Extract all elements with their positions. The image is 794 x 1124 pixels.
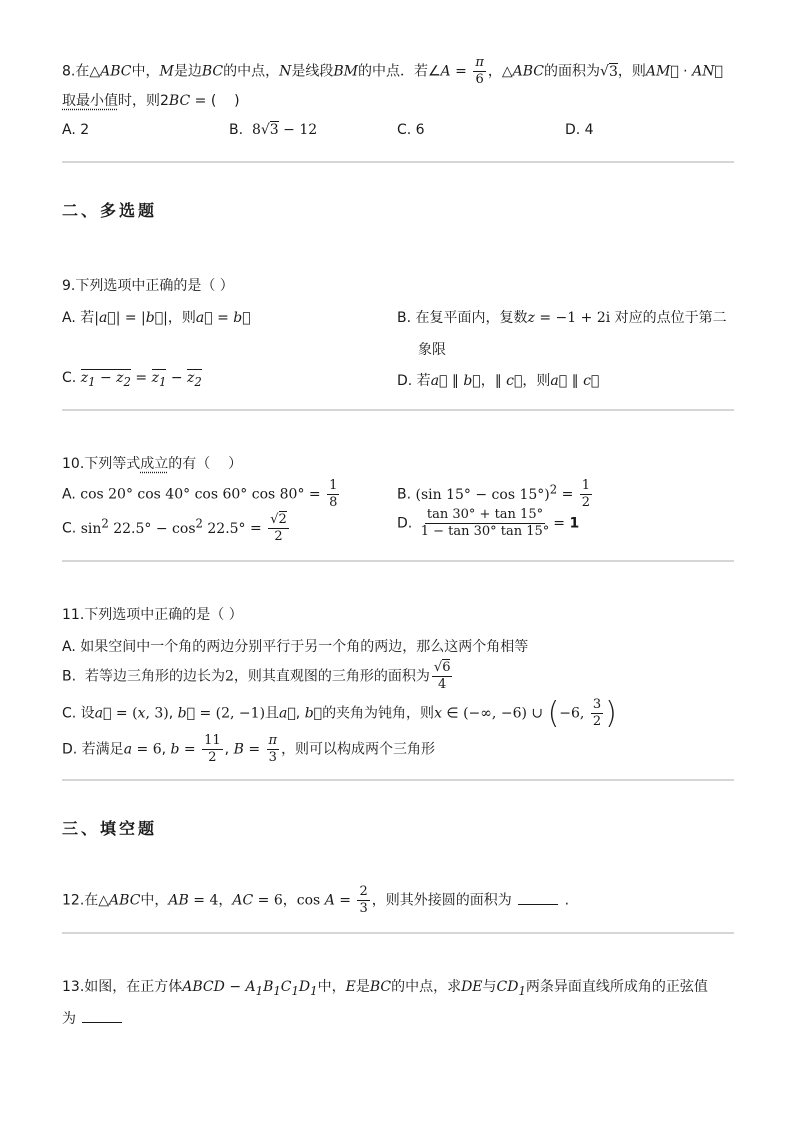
q9-option-c: C. $z_1 - z_2 = z_1 - z_2$ — [62, 370, 202, 389]
q11-option-d: D. 若满足a = 6, b = $\frac{11}{2}$ , B = $\frac{\pi}{3}$ ，则可以构成两个三角形 — [62, 733, 436, 765]
q12-stem: 12.在△ABC中，AB = 4，AC = 6，cos A = $\frac{2}{3}$ ，则其外接圆的面积为 . — [62, 884, 570, 916]
q11-stem: 11.下列选项中正确的是（ ） — [62, 607, 243, 623]
q9-stem: 9.下列选项中正确的是（ ） — [62, 278, 234, 294]
divider — [62, 779, 734, 781]
q11-option-a: A. 如果空间中一个角的两边分别平行于另一个角的两边，那么这两个角相等 — [62, 639, 529, 655]
q8-option-c: C. 6 — [397, 122, 425, 138]
q9-option-b-line1: B. 在复平面内，复数z = −1 + 2i 对应的点位于第二 — [397, 310, 727, 326]
divider — [62, 560, 734, 562]
q10-option-a: A. cos 20° cos 40° cos 60° cos 80° = $\frac{1}{8}$ — [62, 478, 338, 510]
q13-stem-line1: 13.如图，在正方体ABCD − $A_1B_1C_1D_1$中，E是BC的中点，求DE与$CD_1$两条异面直线所成角的正弦值 — [62, 979, 708, 998]
q10-option-b: B. (sin 15° − cos 15°)$^2$ = $\frac{1}{2}$ — [397, 478, 591, 510]
q8-option-d: D. 4 — [565, 122, 594, 138]
q11-option-c: C. 设a⃗ = (x, 3), b⃗ = (2, −1)且a⃗, b⃗的夹角为钝角，则x ∈ (−∞, −6) ∪ (−6, $\frac{3}{2}$ ) — [62, 696, 617, 731]
divider — [62, 409, 734, 411]
divider — [62, 161, 734, 163]
q9-option-d: D. 若a⃗ ∥ b⃗，∥ c⃗，则a⃗ ∥ c⃗ — [397, 373, 600, 389]
q8-stem-line1: 8.在△ABC中，M是边BC的中点，N是线段BM的中点．若∠A = $\frac{\pi}{6}$ ，△ABC的面积为√3，则AM⃗ · AN⃗ — [62, 55, 723, 87]
divider — [62, 932, 734, 934]
section-title-fill-in: 三、填空题 — [62, 819, 158, 838]
q11-option-b: B. 若等边三角形的边长为2，则其直观图的三角形的面积为 $\frac{√6}{4}$ — [62, 660, 451, 692]
section-title-multiple-choice: 二、多选题 — [62, 201, 158, 220]
q9-option-a: A. 若|a⃗| = |b⃗|，则a⃗ = b⃗ — [62, 310, 251, 326]
q10-option-c: C. $\sin^2 22.5^\circ - \cos^2 22.5^\circ$ = $\frac{√2}{2}$ — [62, 512, 287, 544]
q10-option-d: D. $\frac{\tan 30^\circ + \tan 15^\circ}{1 - \tan 30^\circ \tan 15^\circ}$ = 1 — [397, 507, 580, 539]
q8-stem-line2: 取最小值时，则2BC = ( ) — [62, 93, 240, 109]
q9-option-b-line2: 象限 — [418, 342, 446, 358]
q8-option-b: B. 8√3 − 12 — [229, 122, 318, 138]
q13-stem-line2: 为 — [62, 1008, 124, 1028]
q8-option-a: A. 2 — [62, 122, 90, 138]
q10-stem: 10.下列等式成立的有（ ） — [62, 456, 243, 472]
